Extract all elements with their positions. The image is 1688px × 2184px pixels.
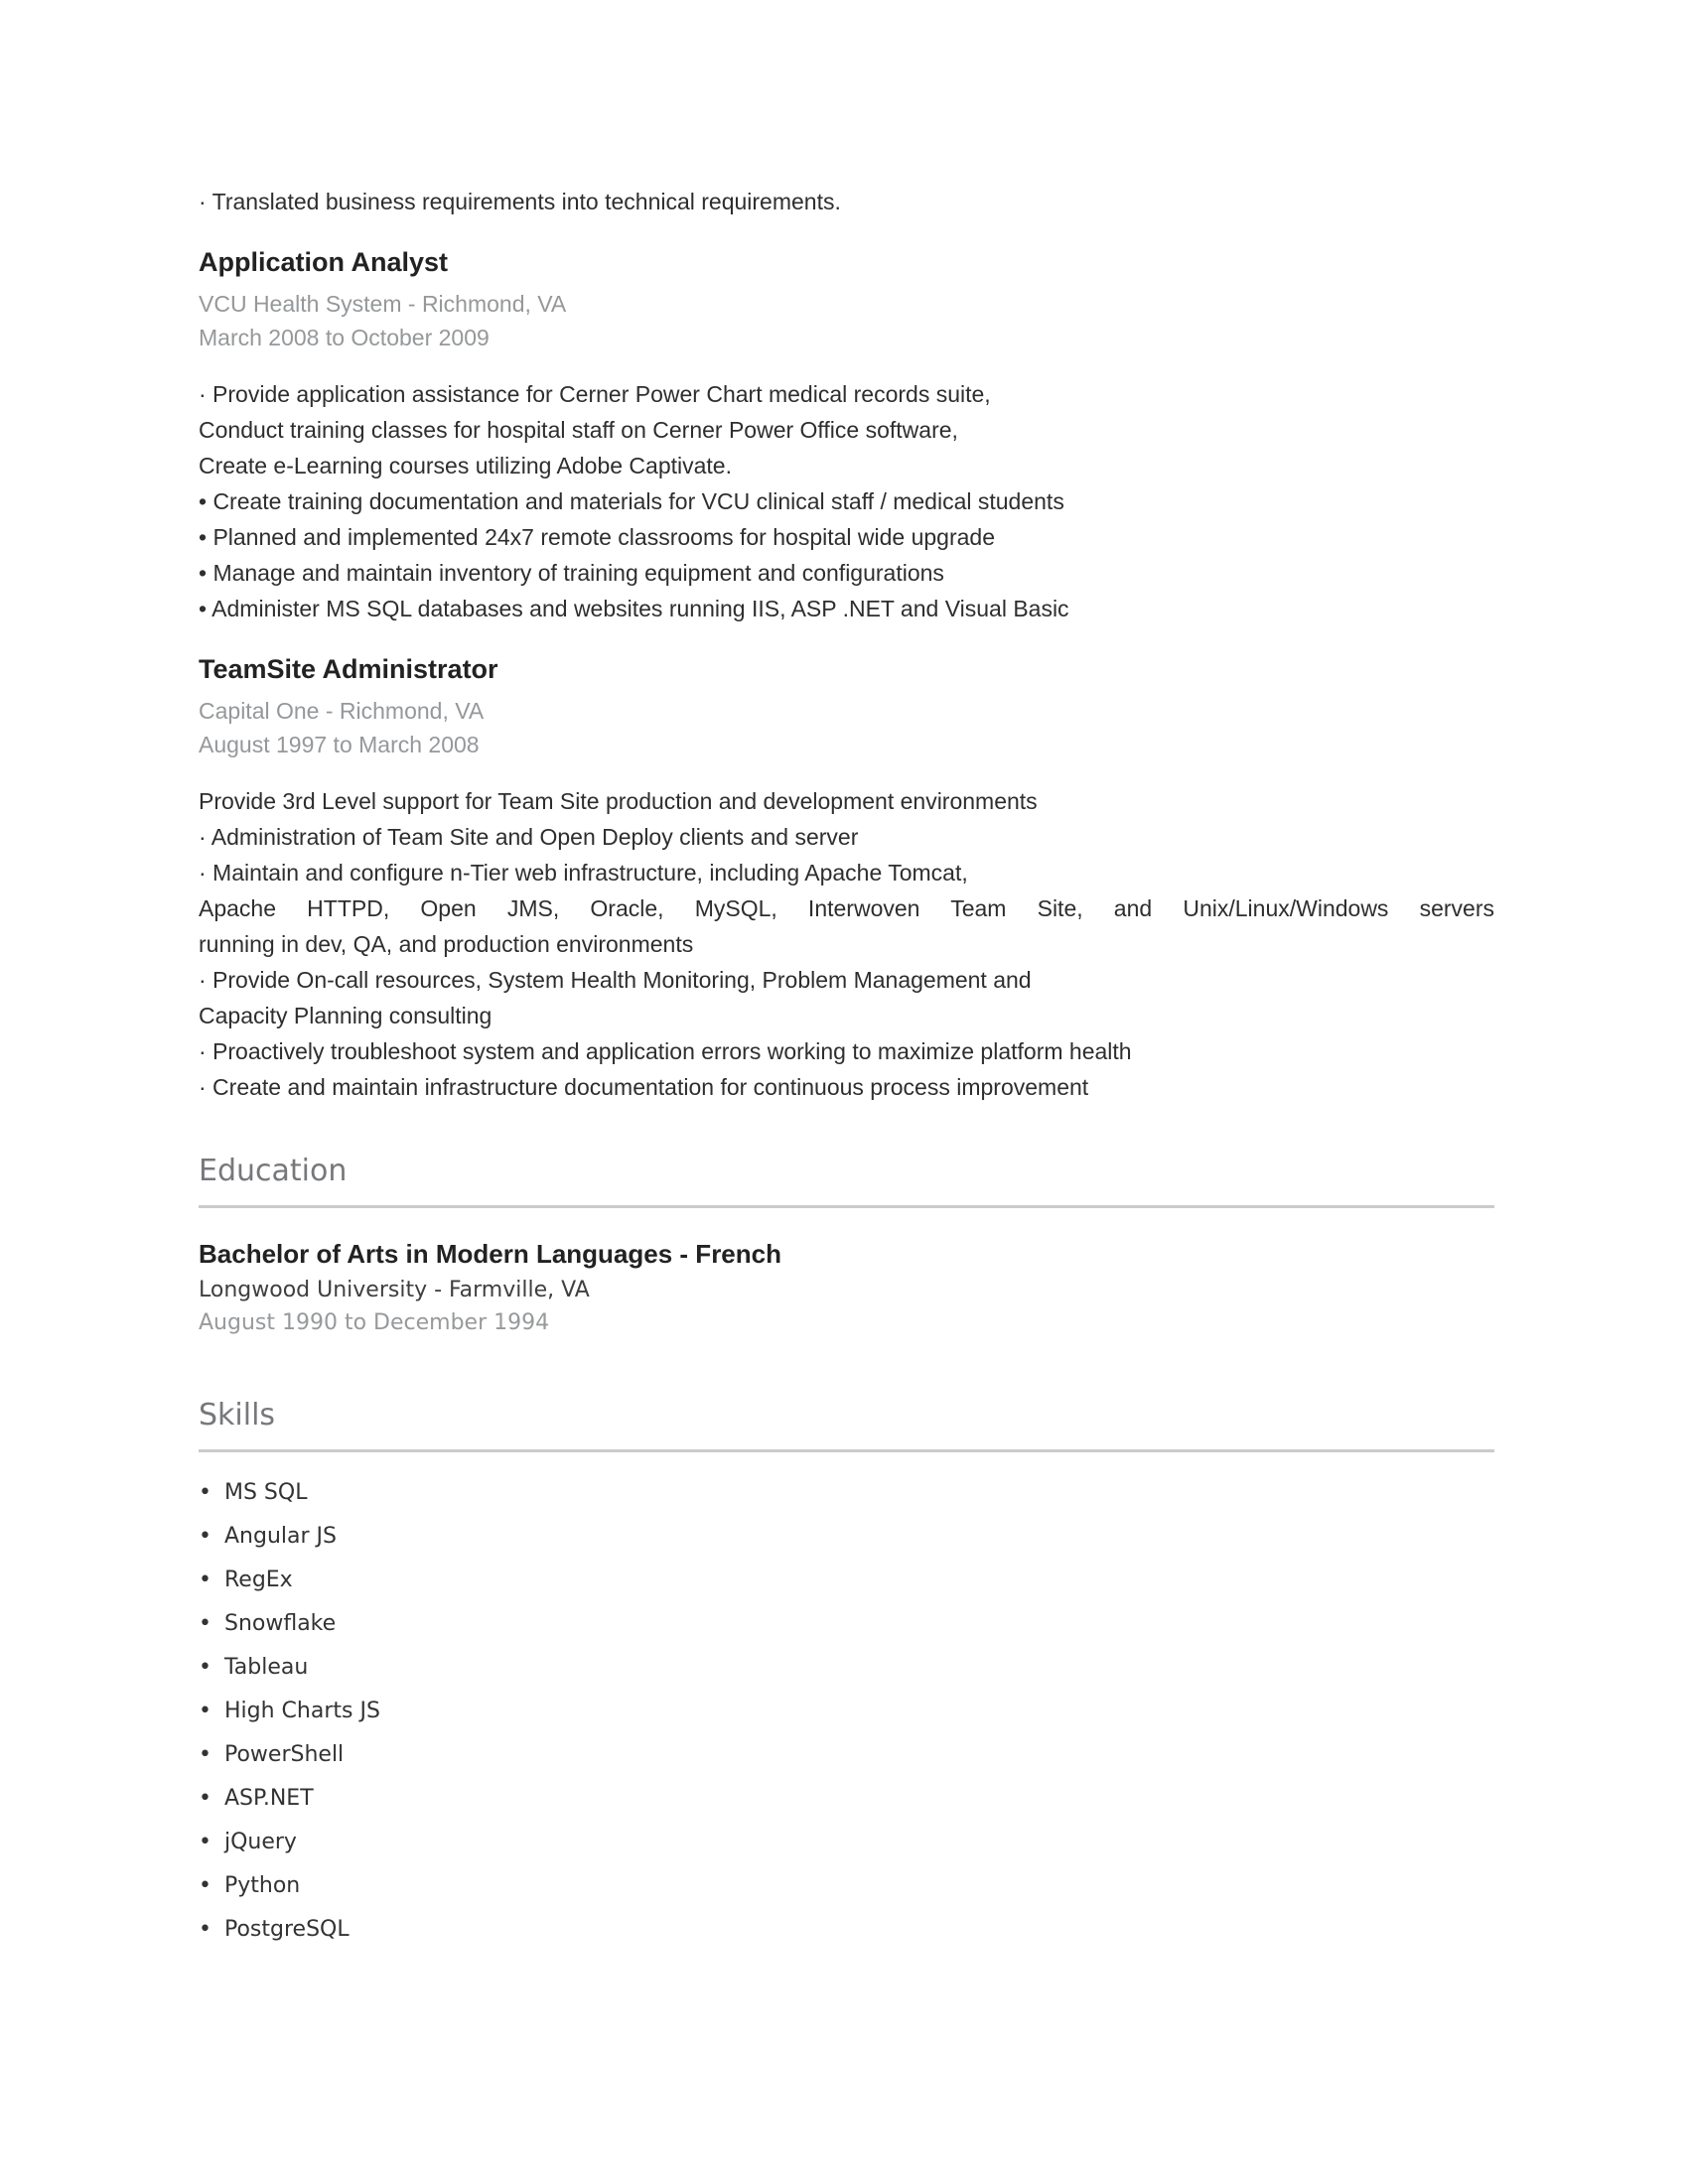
education-section	[199, 1153, 1494, 1339]
experience-line: Apache HTTPD, Open JMS, Oracle, MySQL, Interwoven Team Site, and Unix/Linux/Windows servers	[199, 895, 1494, 921]
experience-line: Create e-Learning courses utilizing Adobe Captivate.	[199, 453, 732, 478]
experience-line: · Administration of Team Site and Open Deploy clients and server	[199, 824, 859, 850]
job-description	[199, 376, 1494, 626]
job-dates: March 2008 to October 2009	[199, 325, 490, 350]
job-description	[199, 783, 1494, 1105]
skill-item: • Angular JS	[199, 1524, 1494, 1550]
education-dates: August 1990 to December 1994	[199, 1310, 550, 1335]
job-application-analyst	[199, 245, 1494, 626]
skills-section	[199, 1397, 1494, 1943]
resume-page	[199, 0, 1494, 1961]
section-heading-skills: Skills	[199, 1398, 276, 1433]
experience-line: · Create and maintain infrastructure documentation for continuous process improvement	[199, 1074, 1089, 1100]
experience-line: Provide 3rd Level support for Team Site production and development environments	[199, 788, 1038, 814]
job-dates: August 1997 to March 2008	[199, 732, 480, 757]
experience-line: · Maintain and configure n-Tier web infrastructure, including Apache Tomcat,	[199, 860, 968, 886]
job-title: TeamSite Administrator	[199, 654, 498, 684]
experience-line: • Create training documentation and materials for VCU clinical staff / medical students	[199, 488, 1064, 514]
experience-line: · Translated business requirements into technical requirements.	[199, 189, 841, 214]
job-company-location: VCU Health System - Richmond, VA	[199, 291, 567, 317]
skill-item: • PostgreSQL	[199, 1917, 1494, 1943]
experience-line: • Manage and maintain inventory of training equipment and configurations	[199, 560, 944, 586]
section-heading-education: Education	[199, 1154, 348, 1188]
experience-line: · Provide On-call resources, System Health Monitoring, Problem Management and	[199, 967, 1032, 993]
skill-item: • RegEx	[199, 1568, 1494, 1593]
experience-line: · Proactively troubleshoot system and application errors working to maximize platform health	[199, 1038, 1132, 1064]
skill-item: • Tableau	[199, 1655, 1494, 1681]
job-company-location: Capital One - Richmond, VA	[199, 698, 485, 724]
experience-line: · Provide application assistance for Cerner Power Chart medical records suite,	[199, 381, 991, 407]
skill-item: • ASP.NET	[199, 1786, 1494, 1812]
job-teamsite-administrator	[199, 652, 1494, 1105]
skills-list	[199, 1480, 1494, 1943]
section-divider	[199, 1449, 1494, 1452]
skill-item: • High Charts JS	[199, 1699, 1494, 1724]
experience-line: • Planned and implemented 24x7 remote classrooms for hospital wide upgrade	[199, 524, 996, 550]
degree-title: Bachelor of Arts in Modern Languages - French	[199, 1239, 781, 1269]
experience-line: running in dev, QA, and production environments	[199, 931, 694, 957]
school-location: Longwood University - Farmville, VA	[199, 1278, 590, 1302]
experience-line: • Administer MS SQL databases and websites running IIS, ASP .NET and Visual Basic	[199, 596, 1069, 621]
skill-item: • jQuery	[199, 1830, 1494, 1855]
skill-item: • PowerShell	[199, 1742, 1494, 1768]
experience-line: Conduct training classes for hospital staff on Cerner Power Office software,	[199, 417, 958, 443]
skill-item: • MS SQL	[199, 1480, 1494, 1506]
skill-item: • Snowflake	[199, 1611, 1494, 1637]
skill-item: • Python	[199, 1873, 1494, 1899]
section-divider	[199, 1205, 1494, 1208]
job-title: Application Analyst	[199, 247, 449, 277]
experience-line: Capacity Planning consulting	[199, 1003, 492, 1028]
